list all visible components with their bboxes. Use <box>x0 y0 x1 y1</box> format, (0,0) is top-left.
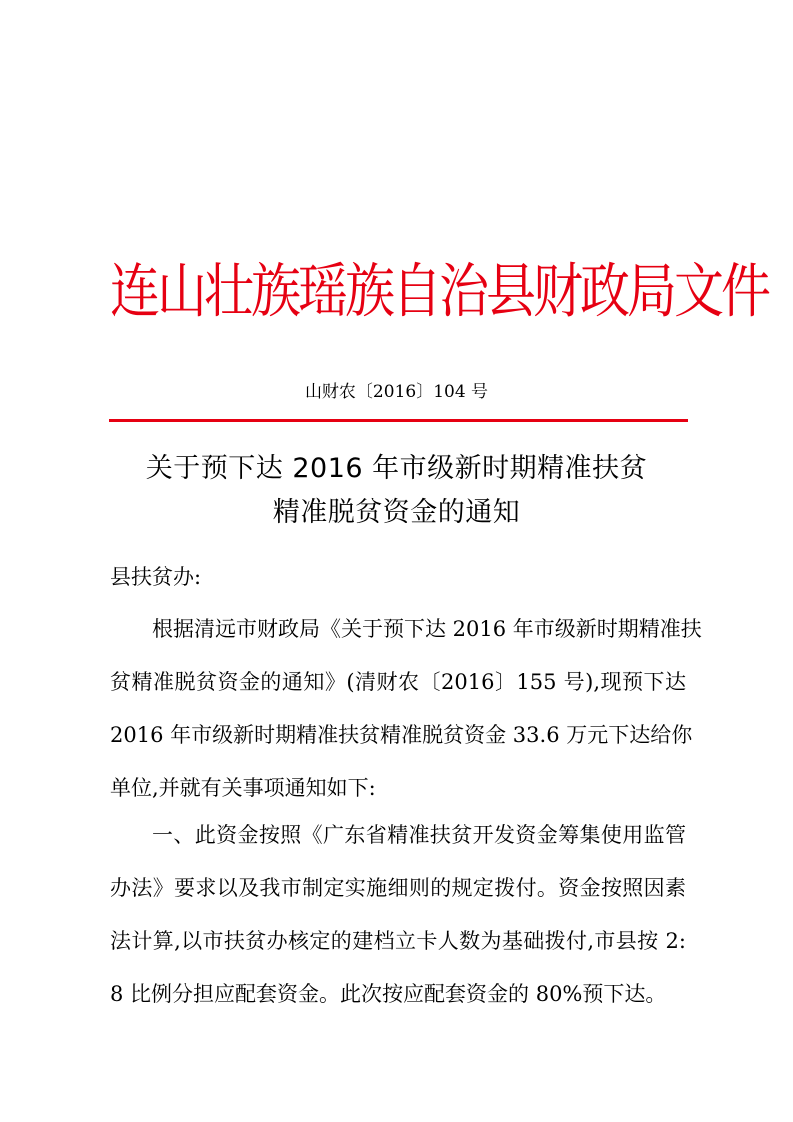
paragraph-2 <box>110 809 686 1021</box>
paragraph-line: 法计算,以市扶贫办核定的建档立卡人数为基础拨付,市县按 2: <box>110 929 686 953</box>
paragraph-line: 2016 年市级新时期精准扶贫精准脱贫资金 33.6 万元下达给你 <box>110 723 693 747</box>
paragraph-line: 一、此资金按照《广东省精准扶贫开发资金筹集使用监管 <box>152 823 686 847</box>
paragraph-line: 根据清远市财政局《关于预下达 2016 年市级新时期精准扶 <box>152 617 702 641</box>
red-divider-line <box>109 419 688 422</box>
issuer-header-title: 连山壮族瑶族自治县财政局文件 <box>110 256 768 326</box>
title-line-1: 关于预下达 2016 年市级新时期精准扶贫 <box>145 453 648 484</box>
document-title <box>110 447 683 535</box>
salutation: 县扶贫办: <box>110 565 202 589</box>
paragraph-line: 办法》要求以及我市制定实施细则的规定拨付。资金按照因素 <box>110 876 686 900</box>
document-number: 山财农〔2016〕104 号 <box>304 382 489 402</box>
paragraph-line: 单位,并就有关事项通知如下: <box>110 776 376 800</box>
paragraph-line: 贫精准脱贫资金的通知》(清财农〔2016〕155 号),现预下达 <box>110 670 686 694</box>
paragraph-1 <box>110 603 702 815</box>
title-line-2: 精准脱贫资金的通知 <box>272 497 521 528</box>
paragraph-line: 8 比例分担应配套资金。此次按应配套资金的 80%预下达。 <box>110 982 667 1006</box>
